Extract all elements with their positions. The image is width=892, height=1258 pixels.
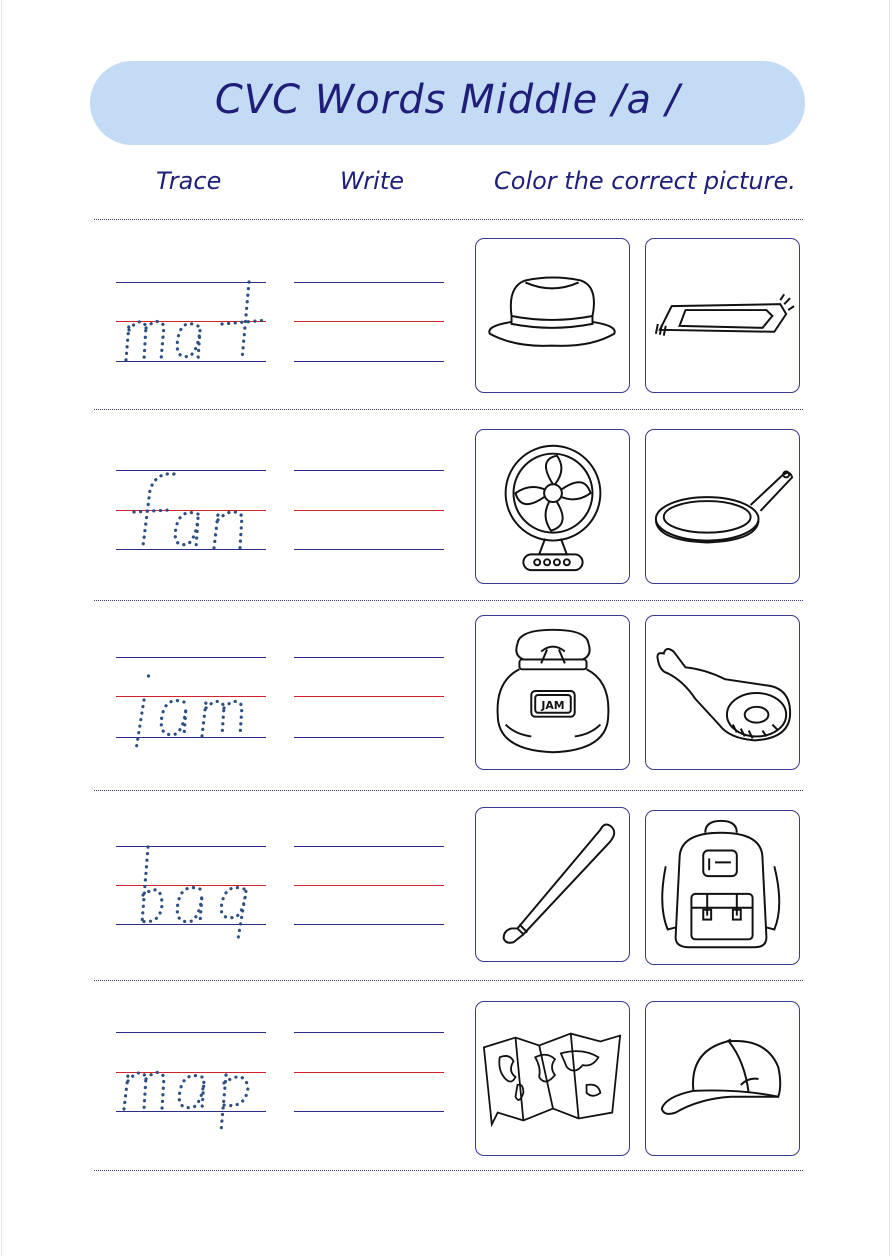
bat-icon <box>476 808 629 961</box>
worksheet-row-fan <box>0 410 892 600</box>
write-base-line[interactable] <box>294 924 444 925</box>
worksheet-row-map <box>0 981 892 1171</box>
write-base-line[interactable] <box>294 1111 444 1112</box>
worksheet-row-jam <box>0 600 892 790</box>
worksheet-row-mat <box>0 220 892 410</box>
write-top-line[interactable] <box>294 282 444 283</box>
write-top-line[interactable] <box>294 1032 444 1033</box>
picture-option-fan[interactable] <box>475 429 630 584</box>
write-mid-line[interactable] <box>294 1072 444 1073</box>
trace-word-mat[interactable] <box>118 220 268 370</box>
write-base-line[interactable] <box>294 737 444 738</box>
map-icon <box>476 1002 629 1155</box>
bag-icon <box>646 811 799 964</box>
picture-option-jam[interactable] <box>475 615 630 770</box>
picture-option-pan[interactable] <box>645 429 800 584</box>
write-mid-line[interactable] <box>294 510 444 511</box>
write-top-line[interactable] <box>294 846 444 847</box>
trace-word-jam[interactable] <box>118 600 268 750</box>
picture-option-bat[interactable] <box>475 807 630 962</box>
write-mid-line[interactable] <box>294 321 444 322</box>
picture-option-mat[interactable] <box>645 238 800 393</box>
jam-jar-icon <box>476 616 629 769</box>
ham-icon <box>646 616 799 769</box>
worksheet-row-bag <box>0 791 892 981</box>
write-mid-line[interactable] <box>294 885 444 886</box>
picture-option-cap[interactable] <box>645 1001 800 1156</box>
picture-option-hat[interactable] <box>475 238 630 393</box>
write-top-line[interactable] <box>294 470 444 471</box>
trace-word-bag[interactable] <box>118 791 268 941</box>
title-banner <box>90 61 805 145</box>
page-title: CVC Words Middle /a / <box>214 77 681 123</box>
trace-word-fan[interactable] <box>118 410 268 560</box>
column-header-write: Write <box>340 167 405 195</box>
pan-icon <box>646 430 799 583</box>
trace-word-map[interactable] <box>118 981 268 1131</box>
write-base-line[interactable] <box>294 361 444 362</box>
picture-option-map[interactable] <box>475 1001 630 1156</box>
column-header-trace: Trace <box>156 167 222 195</box>
hat-icon <box>476 239 629 392</box>
column-header-color: Color the correct picture. <box>494 167 796 195</box>
write-base-line[interactable] <box>294 549 444 550</box>
picture-option-ham[interactable] <box>645 615 800 770</box>
jam-jar-label: JAM <box>541 698 565 712</box>
write-mid-line[interactable] <box>294 696 444 697</box>
mat-icon <box>646 239 799 392</box>
fan-icon <box>476 430 629 583</box>
cap-icon <box>646 1002 799 1155</box>
write-top-line[interactable] <box>294 657 444 658</box>
picture-option-bag[interactable] <box>645 810 800 965</box>
